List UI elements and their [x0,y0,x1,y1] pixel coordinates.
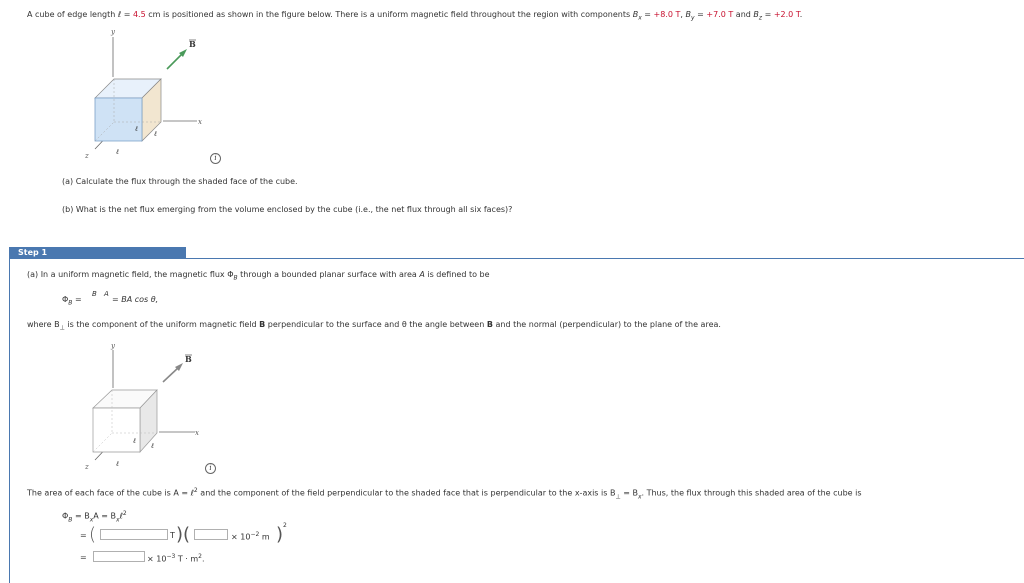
b-field-arrow [167,53,183,69]
area-statement: The area of each face of the cube is A = ℓ$^2$ and the component of the field perpendicular to the shaded face that is perpendicular to the x-axis is $B_\perp = B_x$. Thus, the flux through this shaded area of the cube is [27,487,862,501]
fig2-z-label: z [85,463,89,471]
step-left-rule [9,259,10,583]
cube-figure-1 [75,25,235,165]
fig1-b-label: B [189,39,196,49]
fig2-y-label: y [111,342,115,350]
fig2-l2: ℓ [151,442,154,450]
fig1-x-label: x [198,118,202,126]
fig1-l3: ℓ [116,148,119,156]
eq-sign-1: = [80,531,87,540]
info-icon-2[interactable]: i [205,463,216,474]
question-b: (b) What is the net flux emerging from the volume enclosed by the cube (i.e., the net flux through all six faces)? [62,205,513,214]
flux-def-rest: = BA cos θ, [112,295,159,304]
exponent-label-2: × $10^{-3}$ $T \cdot m^2$. [147,553,205,564]
bx-answer-input[interactable] [100,529,168,540]
edge-answer-input[interactable] [194,529,228,540]
close-open-paren: )( [176,524,191,545]
step-divider [9,258,1024,259]
info-icon[interactable]: i [210,153,221,164]
b-field-arrow [163,367,179,382]
where-statement: where $B_\perp$ is the component of the uniform magnetic field B perpendicular to the surface and θ the angle between B and the normal (perpendicular) to the plane of the area. [27,320,721,332]
square-sup: 2 [283,522,287,529]
unit-t: T [170,531,175,540]
flux-def-a: A [104,290,109,298]
close-paren-1: ) [276,524,284,545]
problem-statement: A cube of edge length ℓ = 4.5 cm is positioned as shown in the figure below. There is a uniform magnetic field throughout the region with components $B_x = +8.0$ T, $B_y = +7.0$ T and $B_z = +2.0$ T. [27,10,803,22]
bz-value: +2.0 [773,10,794,19]
bx-value: +8.0 [653,10,673,19]
fig2-b-label: B [185,354,192,364]
eq-sign-2: = [80,553,87,562]
fig2-x-label: x [195,429,199,437]
cube-front-face [93,408,140,452]
question-a: (a) Calculate the flux through the shaded face of the cube. [62,177,298,186]
open-paren-1: ( [89,524,97,545]
flux-answer-input[interactable] [93,551,145,562]
fig1-y-label: y [111,28,115,36]
cube-figure-2 [75,340,235,475]
by-value: +7.0 [706,10,726,19]
edge-length-value: 4.5 [132,10,146,19]
flux-definition: $\Phi_B$ = [62,295,82,307]
cube-front-face-shaded [95,98,142,141]
step-label: Step 1 [18,248,48,257]
fig1-z-label: z [85,152,89,160]
flux-equation: $\Phi_B = B_xA$ = $B_x\ell^2$ [62,510,127,524]
step-intro: (a) In a uniform magnetic field, the magnetic flux $\Phi_B$ through a bounded planar surface with area A is defined to be [27,270,490,282]
flux-def-b: B [92,290,97,298]
fig2-l1: ℓ [133,437,136,445]
fig1-l2: ℓ [154,130,157,138]
fig2-l3: ℓ [116,460,119,468]
exponent-label-1: × $10^{-2}$ m [231,531,270,542]
fig1-l1: ℓ [135,125,138,133]
